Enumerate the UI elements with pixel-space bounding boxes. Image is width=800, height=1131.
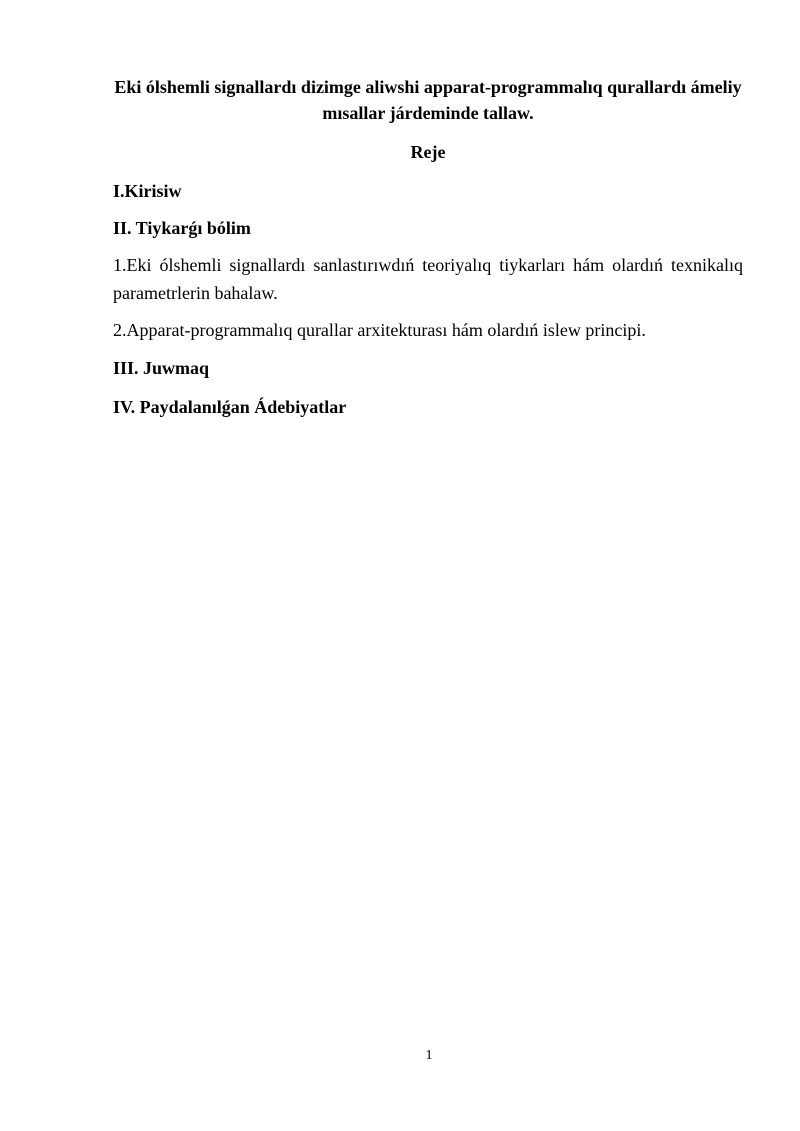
subsection-item-1: 1.Eki ólshemli signallardı sanlastırıwdıń teoriyalıq tiykarları hám olardıń texnikalıq parametrlerin bahalaw. — [113, 255, 743, 303]
plan-heading: Reje — [410, 142, 446, 162]
section-conclusion: III. Juwmaq — [113, 358, 210, 378]
section-introduction: I.Kirisiw — [113, 181, 182, 201]
section-main-part: II. Tiykarǵı bólim — [113, 218, 251, 238]
subsection-item-2: 2.Apparat-programmalıq qurallar arxitekturası hám olardıń islew principi. — [113, 320, 646, 340]
section-references: IV. Paydalanılǵan Ádebiyatlar — [113, 397, 347, 417]
page-number: 1 — [425, 1048, 433, 1063]
document-title: Eki ólshemli signallardı dizimge aliwshi apparat-programmalıq qurallardı ámeliy mısallar járdeminde tallaw. — [114, 77, 742, 123]
